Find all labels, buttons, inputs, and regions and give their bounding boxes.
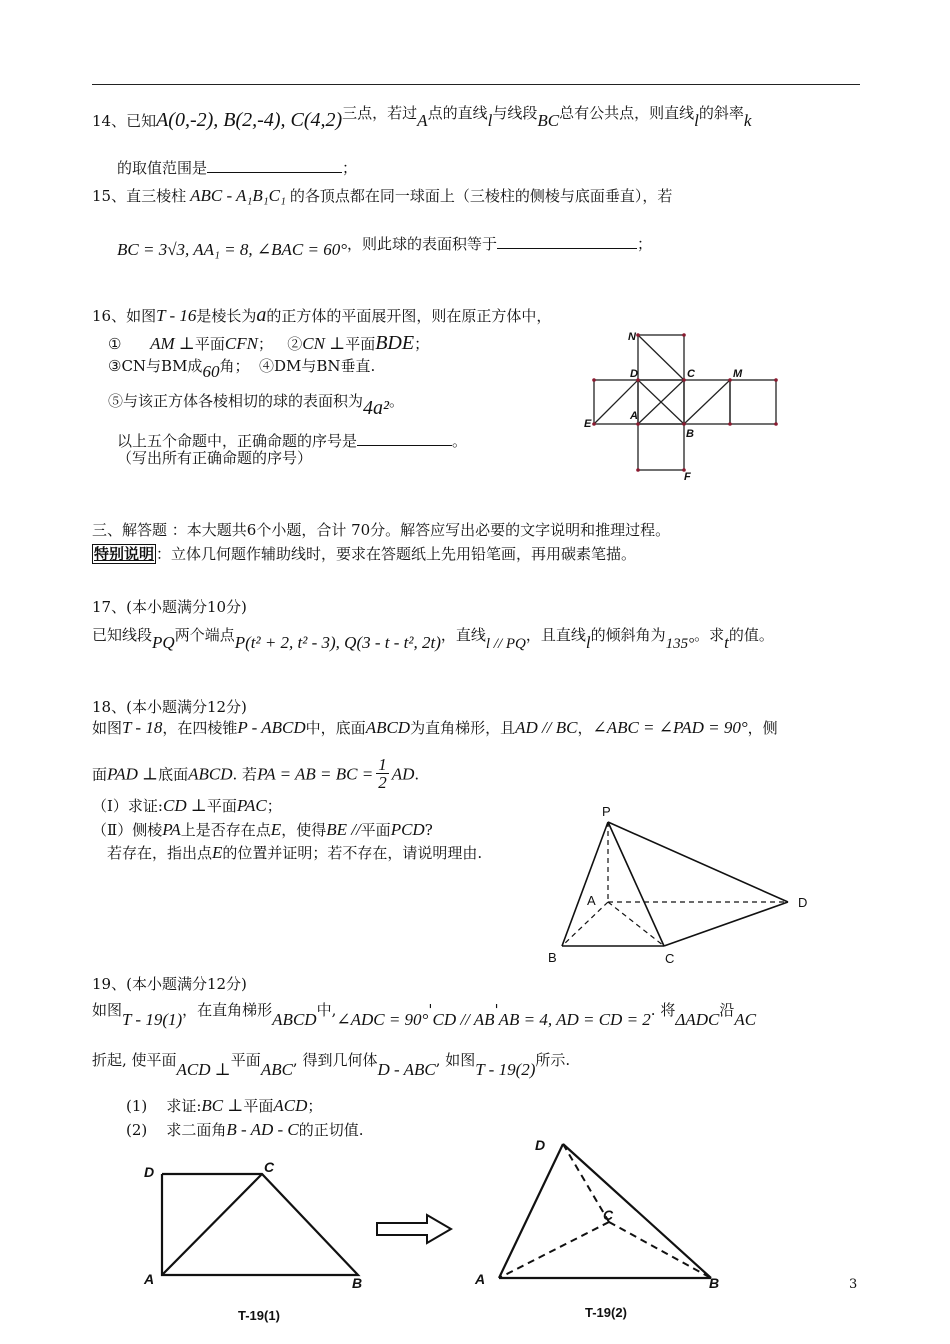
pyr-label-c: C <box>665 951 675 966</box>
special-note: 特别说明 ：立体几何题作辅助线时，要求在答题纸上先用铅笔画，再用碳素笔描。 <box>94 545 637 563</box>
pyr-label-p: P <box>602 804 611 819</box>
q16-summary: 以上五个命题中，正确命题的序号是 。 <box>117 432 468 450</box>
q19-line1: 如图T - 19(1)，在直角梯形ABCD中,∠ADC = 90°'CD // AB'AB = 4, AD = CD = 2. 将ΔADC沿AC <box>92 1001 757 1029</box>
q14-answer-blank[interactable] <box>207 172 342 173</box>
q16-note: （写出所有正确命题的序号） <box>117 449 313 467</box>
trap-label-d: D <box>144 1164 155 1180</box>
q19-line2: 折起, 使平面ACD ⊥平面ABC, 得到几何体D - ABC, 如图T - 19(2)所示. <box>92 1051 571 1079</box>
q19-part1: (1) 求证:BC ⊥平面ACD； <box>126 1096 323 1115</box>
net-label-n: N <box>628 331 636 343</box>
pyr-label-d: D <box>798 895 808 910</box>
q17-title: 17、(本小题满分10分) <box>92 598 247 616</box>
page-number: 3 <box>849 1277 858 1292</box>
trap-label-a: A <box>144 1271 155 1287</box>
q15-answer-blank[interactable] <box>497 248 637 249</box>
q15-line1: 15、直三棱柱 ABC - A₁B₁C₁ 的各顶点都在同一球面上（三棱柱的侧棱与底面垂直），若 <box>92 186 673 205</box>
q18-title: 18、(本小题满分12分) <box>92 698 247 716</box>
net-label-f: F <box>684 471 691 480</box>
q18-line2: 面PAD ⊥底面ABCD. 若PA = AB = BC = $\frac{1}{2}$ AD. <box>92 755 420 792</box>
q19-part2: (2) 求二面角B - AD - C的正切值. <box>126 1120 364 1139</box>
net-label-c: C <box>687 368 695 380</box>
tetra-label-c: C <box>603 1207 614 1223</box>
q18-line1: 如图T - 18，在四棱锥P - ABCD中，底面ABCD为直角梯形，且AD // BC，∠ABC = ∠PAD = 90°，侧 <box>92 718 778 737</box>
q18-part1: （Ⅰ）求证:CD ⊥平面PAC； <box>92 796 282 815</box>
q17-body: 已知线段PQ两个端点P(t² + 2, t² - 3), Q(3 - t - t², 2t)，直线l // PQ，且直线l的倾斜角为135°。求t的值。 <box>92 626 774 652</box>
net-label-b: B <box>686 428 694 440</box>
q14-line1: 14、已知A(0,-2), B(2,-4), C(4,2)三点，若过A点的直线l与线段BC总有公共点，则直线l的斜率k <box>92 104 752 131</box>
net-label-m: M <box>733 368 743 380</box>
net-label-d: D <box>630 368 638 380</box>
fig-caption-t19-2: T-19(2) <box>585 1305 627 1320</box>
tetra-label-b: B <box>709 1275 720 1291</box>
q16-cube-net-figure <box>580 325 785 480</box>
q19-title: 19、(本小题满分12分) <box>92 975 247 993</box>
q15-line2: BC = 3√3, AA₁ = 8, ∠BAC = 60°，则此球的表面积等于 ； <box>117 235 653 259</box>
fraction-one-half: $\frac{1}{2}$ <box>378 755 387 792</box>
net-label-a: A <box>630 410 638 422</box>
q16-items-1-2: ① AM ⊥平面CFN； ②CN ⊥平面BDE； <box>108 332 430 354</box>
q19-trapezoid-figure <box>130 1150 390 1330</box>
trap-label-b: B <box>352 1275 363 1291</box>
q18-pyramid-figure <box>540 800 830 970</box>
tetra-label-d: D <box>535 1137 546 1153</box>
pyr-label-b: B <box>548 950 557 965</box>
q16-items-3-4: ③CN与BM成60角； ④DM与BN垂直. <box>108 357 376 381</box>
header-rule <box>92 84 860 85</box>
q16-line1: 16、如图T - 16是棱长为a的正方体的平面展开图，则在原正方体中， <box>92 304 552 326</box>
fig-caption-t19-1: T-19(1) <box>238 1308 280 1323</box>
tetra-label-a: A <box>475 1271 486 1287</box>
q18-part2-cont: 若存在，指出点E的位置并证明；若不存在，请说明理由. <box>107 843 483 862</box>
q16-answer-blank[interactable] <box>357 445 452 446</box>
trap-label-c: C <box>264 1159 275 1175</box>
section3-heading: 三、解答题 ：本大题共6个小题，合计 70分。解答应写出必要的文字说明和推理过程。 <box>92 521 671 539</box>
q14-line2: 的取值范围是 ； <box>117 159 358 177</box>
q16-item-5: ⑤与该正方体各棱相切的球的表面积为4a²。 <box>108 392 405 419</box>
pyr-label-a: A <box>587 893 596 908</box>
q18-part2: （Ⅱ）侧棱PA上是否存在点E，使得BE //平面PCD? <box>92 820 433 839</box>
hollow-right-arrow-icon <box>375 1212 455 1246</box>
net-label-e: E <box>584 418 592 430</box>
q19-tetrahedron-figure <box>465 1130 735 1340</box>
